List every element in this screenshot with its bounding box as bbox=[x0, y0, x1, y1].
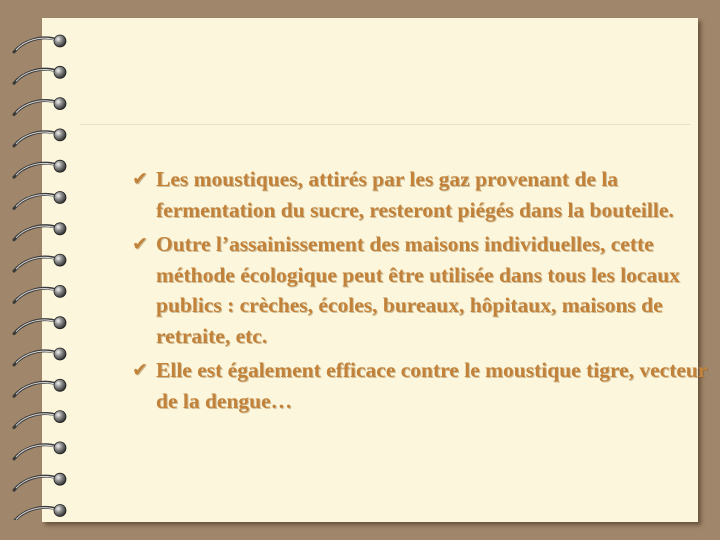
bullet-text-2: Outre l’assainissement des maisons individuelles, cette méthode écologique peut être utilisée dans tous les locaux publics : crèches, écoles, bureaux, hôpitaux, maisons de retraite, etc. bbox=[156, 232, 680, 348]
binding-ring bbox=[14, 192, 66, 209]
binding-ring bbox=[14, 160, 66, 177]
bullet-item-1 bbox=[132, 164, 720, 225]
title-divider bbox=[80, 124, 690, 125]
check-mark-icon: ✔ bbox=[132, 359, 148, 381]
binding-ring bbox=[14, 348, 66, 365]
binding-ring bbox=[14, 129, 66, 146]
binding-ring bbox=[14, 411, 66, 428]
binding-ring bbox=[14, 285, 66, 302]
bullet-text-1: Les moustiques, attirés par les gaz provenant de la fermentation du sucre, resteront piégés dans la bouteille. bbox=[156, 167, 674, 222]
binding-ring bbox=[14, 379, 66, 396]
bullet-text-3: Elle est également efficace contre le moustique tigre, vecteur de la dengue… bbox=[156, 358, 708, 413]
notebook-page bbox=[42, 18, 708, 522]
binding-ring bbox=[14, 254, 66, 271]
check-mark-icon: ✔ bbox=[132, 168, 148, 190]
bullet-item-2 bbox=[132, 229, 720, 351]
binding-ring bbox=[14, 98, 66, 115]
spiral-binding bbox=[8, 30, 78, 520]
bullet-item-3 bbox=[132, 355, 720, 416]
binding-ring bbox=[14, 442, 66, 459]
binding-ring bbox=[14, 473, 66, 490]
binding-ring bbox=[14, 223, 66, 240]
binding-ring bbox=[14, 66, 66, 83]
binding-ring bbox=[14, 317, 66, 334]
binding-ring bbox=[14, 505, 66, 521]
binding-ring bbox=[14, 35, 66, 52]
bullet-list bbox=[132, 164, 720, 420]
check-mark-icon: ✔ bbox=[132, 233, 148, 255]
